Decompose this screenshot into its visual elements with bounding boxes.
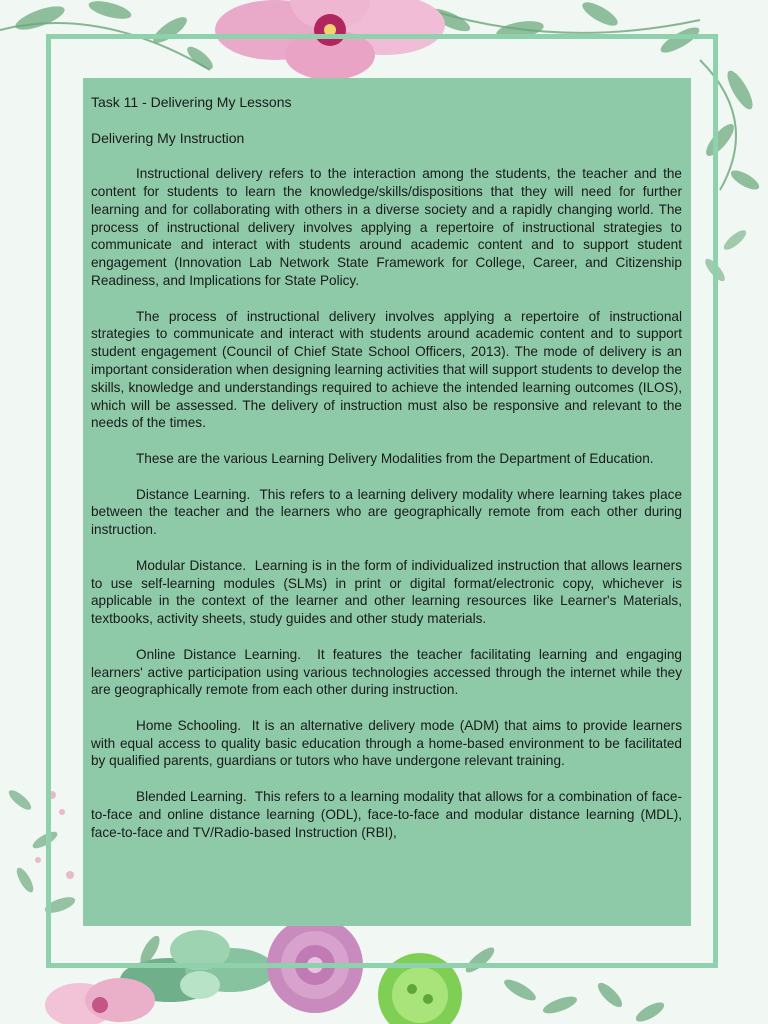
modality-description: It features the teacher facilitating learning and engaging learners' active participation using various technologies accessed through the internet while they are geographically remote from each other during instruction. — [91, 646, 682, 698]
content-panel — [83, 78, 691, 926]
modality-description: It is an alternative delivery mode (ADM) that aims to provide learners with equal access to quality basic education through a home-based environment to be facilitated by qualified parents, guardians or tutors who have undergone relevant training. — [91, 717, 682, 769]
modality-description: Learning is in the form of individualized instruction that allows learners to use self-learning modules (SLMs) in print or digital format/electronic copy, whichever is applicable in the context of the learner and other learning resources like Learner's Materials, textbooks, activity sheets, study guides and other study materials. — [91, 557, 682, 627]
modalities-intro: These are the various Learning Delivery Modalities from the Department of Education. — [136, 450, 654, 466]
section-title: Delivering My Instruction — [91, 129, 245, 146]
modality-home-schooling — [91, 717, 682, 770]
document-body — [91, 94, 682, 841]
task-title: Task 11 - Delivering My Lessons — [91, 94, 292, 110]
modality-description: This refers to a learning delivery modality where learning takes place between the teacher and the learners who are geographically remote from each other during instruction. — [91, 486, 682, 538]
modality-term: Distance Learning. — [136, 486, 251, 502]
modality-term: Blended Learning. — [136, 789, 247, 805]
modality-online-distance-learning — [91, 646, 682, 699]
modality-modular-distance — [91, 557, 682, 628]
intro-paragraph: Instructional delivery refers to the interaction among the students, the teacher and the content for students to learn the knowledge/skills/dispositions that they will need for further learning and for collaborating with others in a diverse society and a rapidly changing world. The process of instructional delivery involves applying a repertoire of instructional strategies to communicate and interact with students around academic content and to support student engagement (Innovation Lab Network State Framework for College, Career, and Citizenship Readiness, and Implications for State Policy. — [91, 166, 682, 288]
modality-distance-learning — [91, 486, 682, 539]
modality-term: Home Schooling. — [136, 717, 242, 733]
modality-term: Modular Distance. — [136, 557, 247, 573]
process-paragraph: The process of instructional delivery involves applying a repertoire of instructional strategies to communicate and interact with students around academic content and to support student engagement (Council of Chief State School Officers, 2013). The mode of delivery is an important consideration when designing learning activities that will support students to develop the skills, knowledge and understandings required to achieve the intended learning outcomes (ILOS), which will be assessed. The delivery of instruction must also be responsive and relevant to the needs of the times. — [91, 308, 682, 431]
pink-flower-bottom — [45, 978, 155, 1024]
modality-description: This refers to a learning modality that allows for a combination of face-to-face and online distance learning (ODL), face-to-face and modular distance learning (MDL), face-to-face and TV/Radio-based Instruction (RBI), — [91, 789, 682, 840]
modality-term: Online Distance Learning. — [136, 646, 302, 662]
modality-blended-learning — [91, 788, 682, 841]
